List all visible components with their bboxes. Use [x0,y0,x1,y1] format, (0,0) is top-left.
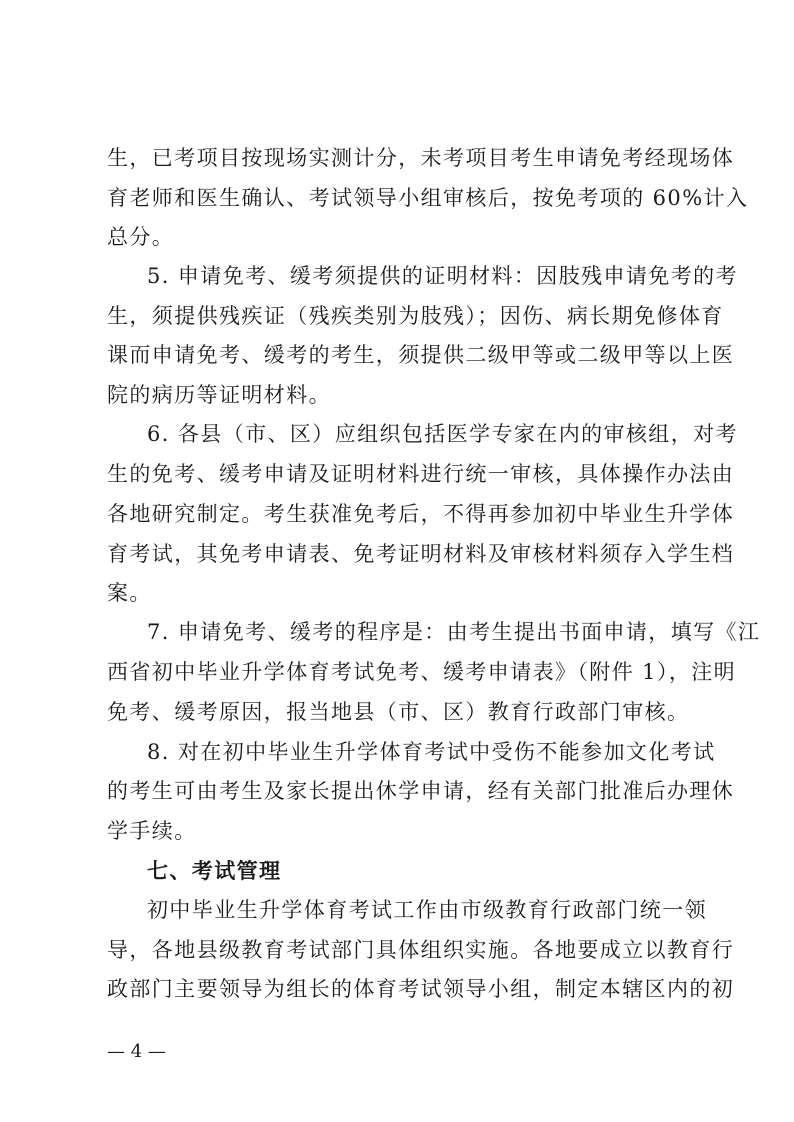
text-line: 育老师和医生确认、考试领导小组审核后，按免考项的 60%计入 [107,186,749,210]
paragraph-8-start: 8. 对在初中毕业生升学体育考试中受伤不能参加文化考试 [147,740,716,764]
text-line: 生，须提供残疾证（残疾类别为肢残）；因伤、病长期免修体育 [107,304,724,328]
text-line: 生，已考项目按现场实测计分，未考项目考生申请免考经现场体 [107,146,735,170]
text-line: 课而申请免考、缓考的考生，须提供二级甲等或二级甲等以上医 [107,343,735,367]
paragraph-5-start: 5. 申请免考、缓考须提供的证明材料：因肢残申请免考的考 [147,264,738,288]
text-line: 政部门主要领导为组长的体育考试领导小组，制定本辖区内的初 [107,977,735,1001]
paragraph-start: 初中毕业生升学体育考试工作由市级教育行政部门统一领 [147,898,707,922]
text-line: 育考试，其免考申请表、免考证明材料及审核材料须存入学生档 [107,542,735,566]
text-line: 西省初中毕业升学体育考试免考、缓考申请表》（附件 1），注明 [107,660,737,684]
text-line: 各地研究制定。考生获准免考后，不得再参加初中毕业生升学体 [107,502,735,526]
text-line: 总分。 [107,225,175,249]
text-line: 的考生可由考生及家长提出休学申请，经有关部门批准后办理休 [107,779,735,803]
text-line: 导，各地县级教育考试部门具体组织实施。各地要成立以教育行 [107,938,735,962]
text-line: 学手续。 [107,819,197,843]
paragraph-6-start: 6. 各县（市、区）应组织包括医学专家在内的审核组，对考 [147,422,738,446]
page-number: — 4 — [107,1041,166,1062]
text-line: 生的免考、缓考申请及证明材料进行统一审核，具体操作办法由 [107,462,735,486]
text-line: 案。 [107,581,152,605]
text-line: 免考、缓考原因，报当地县（市、区）教育行政部门审核。 [107,700,690,724]
paragraph-7-start: 7. 申请免考、缓考的程序是：由考生提出书面申请，填写《江 [147,620,761,644]
section-heading: 七、考试管理 [147,859,282,883]
text-line: 院的病历等证明材料。 [107,383,331,407]
